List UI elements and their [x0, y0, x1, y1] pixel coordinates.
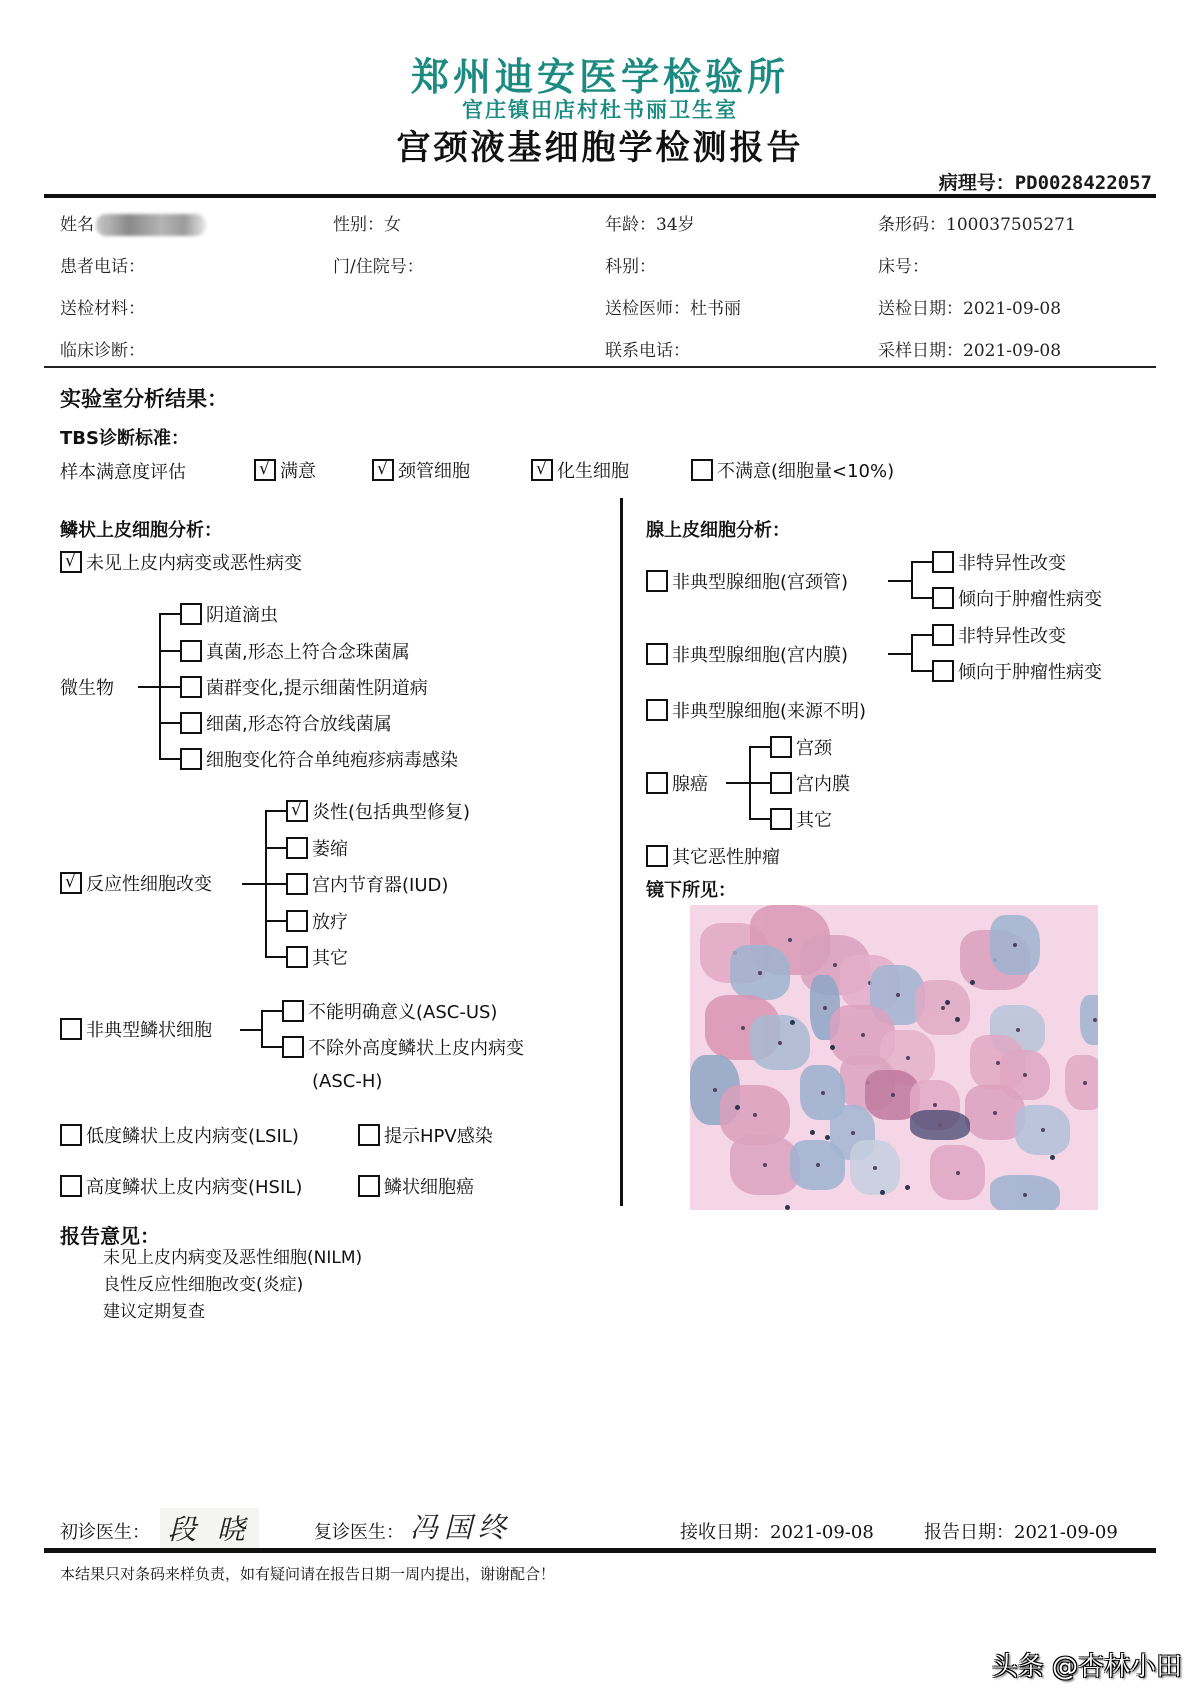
opinion-lines — [103, 1245, 362, 1326]
checkbox[interactable] — [60, 551, 82, 573]
tree-connector — [726, 782, 750, 784]
disclaimer: 本结果只对条码来样负责，如有疑问请在报告日期一周内提出，谢谢配合！ — [60, 1565, 556, 1583]
tree-connector — [265, 847, 287, 849]
microscopy-image — [690, 905, 1098, 1210]
department: 科别： — [605, 257, 656, 277]
review-doctor-signature: 冯国终 — [410, 1511, 513, 1544]
tree-connector — [240, 1029, 262, 1031]
tree-connector — [159, 758, 181, 760]
report-title: 宫颈液基细胞学检测报告 — [396, 128, 804, 168]
tbs-title: TBS诊断标准： — [60, 428, 189, 449]
satisfaction-endocervical[interactable]: √ 颈管细胞 — [372, 457, 470, 483]
submitting-doctor: 送检医师：杜书丽 — [605, 299, 741, 319]
opinion-title: 报告意见： — [60, 1224, 160, 1248]
agc-unknown-option[interactable]: 非典型腺细胞(来源不明) — [646, 697, 866, 723]
checkbox[interactable] — [60, 872, 82, 894]
tree-connector — [911, 597, 933, 599]
opinion-line: 良性反应性细胞改变(炎症) — [103, 1275, 304, 1295]
agc-endometrial-neoplastic[interactable]: 倾向于肿瘤性病变 — [932, 658, 1102, 684]
microbe-hsv[interactable]: 细胞变化符合单纯疱疹病毒感染 — [180, 746, 458, 772]
tree-connector — [911, 634, 933, 636]
tree-connector — [261, 1010, 283, 1012]
checkbox[interactable] — [286, 800, 308, 822]
checkbox[interactable] — [282, 1036, 304, 1058]
scc-option[interactable]: 鳞状细胞癌 — [358, 1173, 474, 1199]
checkbox[interactable] — [646, 845, 668, 867]
pathology-number: 病理号：PD0028422057 — [938, 172, 1152, 194]
checkbox[interactable] — [60, 1018, 82, 1040]
glandular-title: 腺上皮细胞分析： — [646, 520, 790, 541]
contact-phone: 联系电话： — [605, 341, 690, 361]
atypical-squamous-option[interactable]: 非典型鳞状细胞 — [60, 1016, 212, 1042]
header-rule — [44, 194, 1156, 198]
reactive-atrophy[interactable]: 萎缩 — [286, 835, 348, 861]
checkbox[interactable] — [932, 624, 954, 646]
lab-results-title: 实验室分析结果： — [60, 387, 228, 411]
satisfaction-metaplastic[interactable]: √ 化生细胞 — [531, 457, 629, 483]
checkbox[interactable] — [531, 459, 553, 481]
asc-h-suffix: (ASC-H) — [312, 1071, 383, 1092]
checkbox[interactable] — [691, 459, 713, 481]
agc-cervical-option[interactable]: 非典型腺细胞(宫颈管) — [646, 568, 848, 594]
checkbox[interactable] — [60, 1175, 82, 1197]
reactive-inflammation[interactable]: √ 炎性(包括典型修复) — [286, 798, 470, 824]
footer-rule — [44, 1548, 1156, 1553]
agc-endometrial-option[interactable]: 非典型腺细胞(宫内膜) — [646, 641, 848, 667]
submitted-material: 送检材料： — [60, 299, 145, 319]
checkbox[interactable] — [60, 1124, 82, 1146]
tree-connector — [261, 1010, 263, 1047]
adeno-cervical[interactable]: 宫颈 — [770, 734, 832, 760]
agc-endometrial-nonspecific[interactable]: 非特异性改变 — [932, 622, 1066, 648]
first-doctor-signature: 段 晓 — [160, 1508, 259, 1548]
satisfaction-unsatisfactory[interactable]: 不满意(细胞量<10%) — [691, 457, 894, 483]
clinic-name: 官庄镇田店村杜书丽卫生室 — [462, 98, 738, 122]
submit-date: 送检日期：2021-09-08 — [878, 299, 1062, 319]
checkbox[interactable] — [770, 808, 792, 830]
checkbox[interactable] — [358, 1175, 380, 1197]
bed-number: 床号： — [878, 257, 929, 277]
microbe-bv[interactable]: 菌群变化,提示细菌性阴道病 — [180, 674, 428, 700]
tree-connector — [911, 670, 933, 672]
receive-date: 接收日期：2021-09-08 — [680, 1522, 874, 1543]
checkbox[interactable] — [180, 640, 202, 662]
checkbox[interactable] — [180, 712, 202, 734]
watermark: 头条 @杏林小田 — [991, 1652, 1182, 1682]
asc-h-option[interactable]: 不除外高度鳞状上皮内病变 — [282, 1034, 524, 1060]
review-doctor-label: 复诊医生： — [314, 1522, 404, 1543]
satisfaction-label: 样本满意度评估 — [60, 462, 186, 483]
redacted-name — [96, 214, 206, 236]
checkbox[interactable] — [254, 459, 276, 481]
reactive-radiation[interactable]: 放疗 — [286, 908, 348, 934]
satisfaction-satisfactory[interactable]: √ 满意 — [254, 457, 316, 483]
tree-connector — [888, 580, 912, 582]
report-date: 报告日期：2021-09-09 — [924, 1522, 1118, 1543]
tree-connector — [159, 722, 181, 724]
patient-phone: 患者电话： — [60, 257, 145, 277]
sample-date: 采样日期：2021-09-08 — [878, 341, 1062, 361]
microbe-actinomyces[interactable]: 细菌,形态符合放线菌属 — [180, 710, 392, 736]
adeno-other[interactable]: 其它 — [770, 806, 832, 832]
clinical-diagnosis: 临床诊断： — [60, 341, 145, 361]
checkbox[interactable] — [646, 570, 668, 592]
inpatient-number: 门/住院号： — [333, 257, 424, 277]
tree-connector — [265, 920, 287, 922]
patient-age: 年龄：34岁 — [605, 215, 695, 235]
agc-cervical-nonspecific[interactable]: 非特异性改变 — [932, 549, 1066, 575]
patient-gender: 性别：女 — [333, 215, 401, 235]
tree-connector — [242, 883, 266, 885]
opinion-line: 建议定期复查 — [103, 1302, 205, 1322]
checkbox[interactable] — [646, 643, 668, 665]
lsil-option[interactable]: 低度鳞状上皮内病变(LSIL) — [60, 1122, 299, 1148]
reactive-iud[interactable]: 宫内节育器(IUD) — [286, 871, 448, 897]
asc-us-option[interactable]: 不能明确意义(ASC-US) — [282, 998, 497, 1024]
org-name: 郑州迪安医学检验所 — [410, 55, 789, 99]
nilm-option[interactable]: √ 未见上皮内病变或恶性病变 — [60, 549, 302, 575]
microbe-trichomonas[interactable]: 阴道滴虫 — [180, 601, 278, 627]
column-divider — [620, 498, 623, 1206]
checkbox[interactable] — [286, 873, 308, 895]
checkbox[interactable] — [358, 1124, 380, 1146]
microscopy-title: 镜下所见： — [646, 880, 736, 901]
checkbox[interactable] — [286, 946, 308, 968]
tree-connector — [265, 956, 287, 958]
checkbox[interactable] — [180, 676, 202, 698]
first-doctor-label: 初诊医生： — [60, 1522, 150, 1543]
tree-connector — [261, 1046, 283, 1048]
checkbox[interactable] — [932, 660, 954, 682]
tree-connector — [749, 782, 771, 784]
checkbox[interactable] — [282, 1000, 304, 1022]
reactive-other[interactable]: 其它 — [286, 944, 348, 970]
checkbox[interactable] — [646, 772, 668, 794]
checkbox[interactable] — [286, 837, 308, 859]
patient-name: 姓名 — [60, 210, 206, 236]
info-rule — [44, 366, 1156, 368]
opinion-line: 未见上皮内病变及恶性细胞(NILM) — [103, 1248, 363, 1268]
tree-connector — [911, 561, 933, 563]
tree-connector — [888, 653, 912, 655]
other-malignant-option[interactable]: 其它恶性肿瘤 — [646, 843, 780, 869]
barcode: 条形码：100037505271 — [878, 215, 1076, 235]
checkbox[interactable] — [770, 772, 792, 794]
hsil-option[interactable]: 高度鳞状上皮内病变(HSIL) — [60, 1173, 302, 1199]
tree-connector — [138, 686, 160, 688]
tree-connector — [911, 561, 913, 598]
squamous-title: 鳞状上皮细胞分析： — [60, 520, 222, 541]
reactive-option[interactable]: √ 反应性细胞改变 — [60, 870, 212, 896]
microbe-candida[interactable]: 真菌,形态上符合念珠菌属 — [180, 638, 410, 664]
checkbox[interactable] — [372, 459, 394, 481]
checkbox[interactable] — [286, 910, 308, 932]
tree-connector — [911, 634, 913, 671]
tree-connector — [749, 746, 771, 748]
tree-connector — [265, 810, 287, 812]
checkbox[interactable] — [932, 587, 954, 609]
checkbox[interactable] — [646, 699, 668, 721]
hpv-option[interactable]: 提示HPV感染 — [358, 1122, 493, 1148]
agc-cervical-neoplastic[interactable]: 倾向于肿瘤性病变 — [932, 585, 1102, 611]
tree-connector — [159, 650, 181, 652]
tree-connector — [159, 686, 181, 688]
adenocarcinoma-option[interactable]: 腺癌 — [646, 770, 708, 796]
checkbox[interactable] — [932, 551, 954, 573]
tree-connector — [749, 818, 771, 820]
tree-connector — [265, 883, 287, 885]
microbe-label: 微生物 — [60, 678, 114, 699]
checkbox[interactable] — [180, 748, 202, 770]
checkbox[interactable] — [180, 603, 202, 625]
adeno-endometrial[interactable]: 宫内膜 — [770, 770, 850, 796]
tree-connector — [159, 613, 181, 615]
checkbox[interactable] — [770, 736, 792, 758]
